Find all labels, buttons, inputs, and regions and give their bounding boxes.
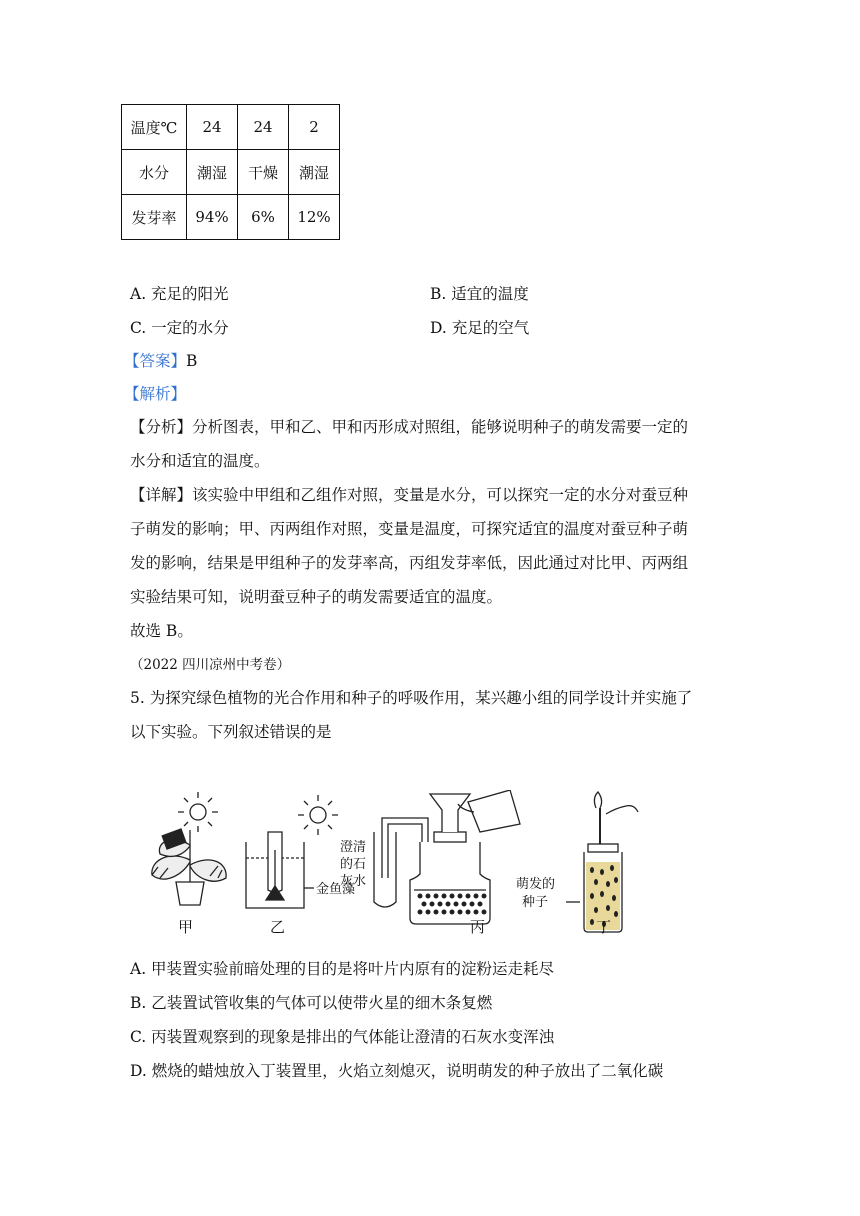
table-cell: 干燥 [238,150,289,195]
q5-option-d: D. 燃烧的蜡烛放入丁装置里，火焰立刻熄灭，说明萌发的种子放出了二氧化碳 [130,1062,664,1080]
q5-option-c: C. 丙装置观察到的现象是排出的气体能让澄清的石灰水变浑浊 [130,1028,555,1046]
table-cell: 94% [187,195,238,240]
answer-value: B [186,352,198,370]
fenxi-line-2: 水分和适宜的温度。 [130,452,270,470]
q5-option-a: A. 甲装置实验前暗处理的目的是将叶片内原有的淀粉运走耗尽 [130,960,555,978]
limewater-apparatus-bing [374,790,520,924]
table-cell: 6% [238,195,289,240]
answer-line [124,350,197,372]
table-row [122,150,340,195]
xiangjie-line-1 [130,484,688,506]
label-seed-1: 萌发的 [516,877,556,892]
q4-option-c: C. 一定的水分 [130,319,229,337]
q4-option-d: D. 充足的空气 [430,319,530,337]
q4-option-a: A. 充足的阳光 [130,285,229,303]
table-cell: 12% [289,195,340,240]
xiangjie-line-2: 子萌发的影响；甲、丙两组作对照，变量是温度，可探究适宜的温度对蚕豆种子萌 [130,520,689,538]
xiangjie-line-4: 实验结果可知，说明蚕豆种子的萌发需要适宜的温度。 [130,588,503,606]
label-seed-2: 种子 [522,895,549,910]
seeds-pattern [418,894,487,915]
table-cell: 24 [238,105,289,150]
seed-jar-apparatus-ding [566,792,638,932]
sun-icon [298,795,338,835]
label-limewater-2: 的石 [340,857,367,872]
label-limewater-1: 澄清 [340,840,367,855]
q5-option-b: B. 乙装置试管收集的气体可以使带火星的细木条复燃 [130,994,493,1012]
analysis-label: 【解析】 [124,385,187,403]
table-row [122,195,340,240]
q5-stem-1: 5. 为探究绿色植物的光合作用和种子的呼吸作用，某兴趣小组的同学设计并实施了 [130,689,693,707]
xiangjie-line-3: 发的影响，结果是甲组种子的发芽率高，丙组发芽率低，因此通过对比甲、丙两组 [130,554,689,572]
answer-label: 【答案】 [124,352,187,370]
label-ding: 丁 [596,918,612,936]
table-cell: 2 [289,105,340,150]
q5-stem-2: 以下实验。下列叙述错误的是 [130,723,332,741]
xiangjie-text-1: 该实验中甲组和乙组作对照，变量是水分，可以探究一定的水分对蚕豆种 [192,486,689,504]
label-jia: 甲 [178,918,194,936]
label-jinyuzao: 金鱼藻 [316,882,356,897]
experiment-figure [130,790,650,940]
plant-apparatus-jia [152,792,226,905]
row-header: 水分 [122,150,187,195]
table-cell: 潮湿 [289,150,340,195]
label-bing: 丙 [470,918,486,936]
fenxi-text-1: 分析图表，甲和乙、甲和丙形成对照组，能够说明种子的萌发需要一定的 [192,418,689,436]
label-yi: 乙 [270,918,286,936]
conclusion-line: 故选 B。 [130,622,193,640]
fenxi-line-1 [130,416,688,438]
label-limewater-3: 灰水 [340,874,367,889]
table-cell: 24 [187,105,238,150]
q4-option-b: B. 适宜的温度 [430,285,529,303]
table-cell: 潮湿 [187,150,238,195]
germination-table [121,104,340,240]
sun-icon [178,792,218,832]
row-header: 发芽率 [122,195,187,240]
xiangjie-label: 【详解】 [130,486,193,504]
fenxi-label: 【分析】 [130,418,193,436]
table-row [122,105,340,150]
row-header: 温度℃ [122,105,187,150]
source-note: （2022 四川凉州中考卷） [130,657,291,673]
